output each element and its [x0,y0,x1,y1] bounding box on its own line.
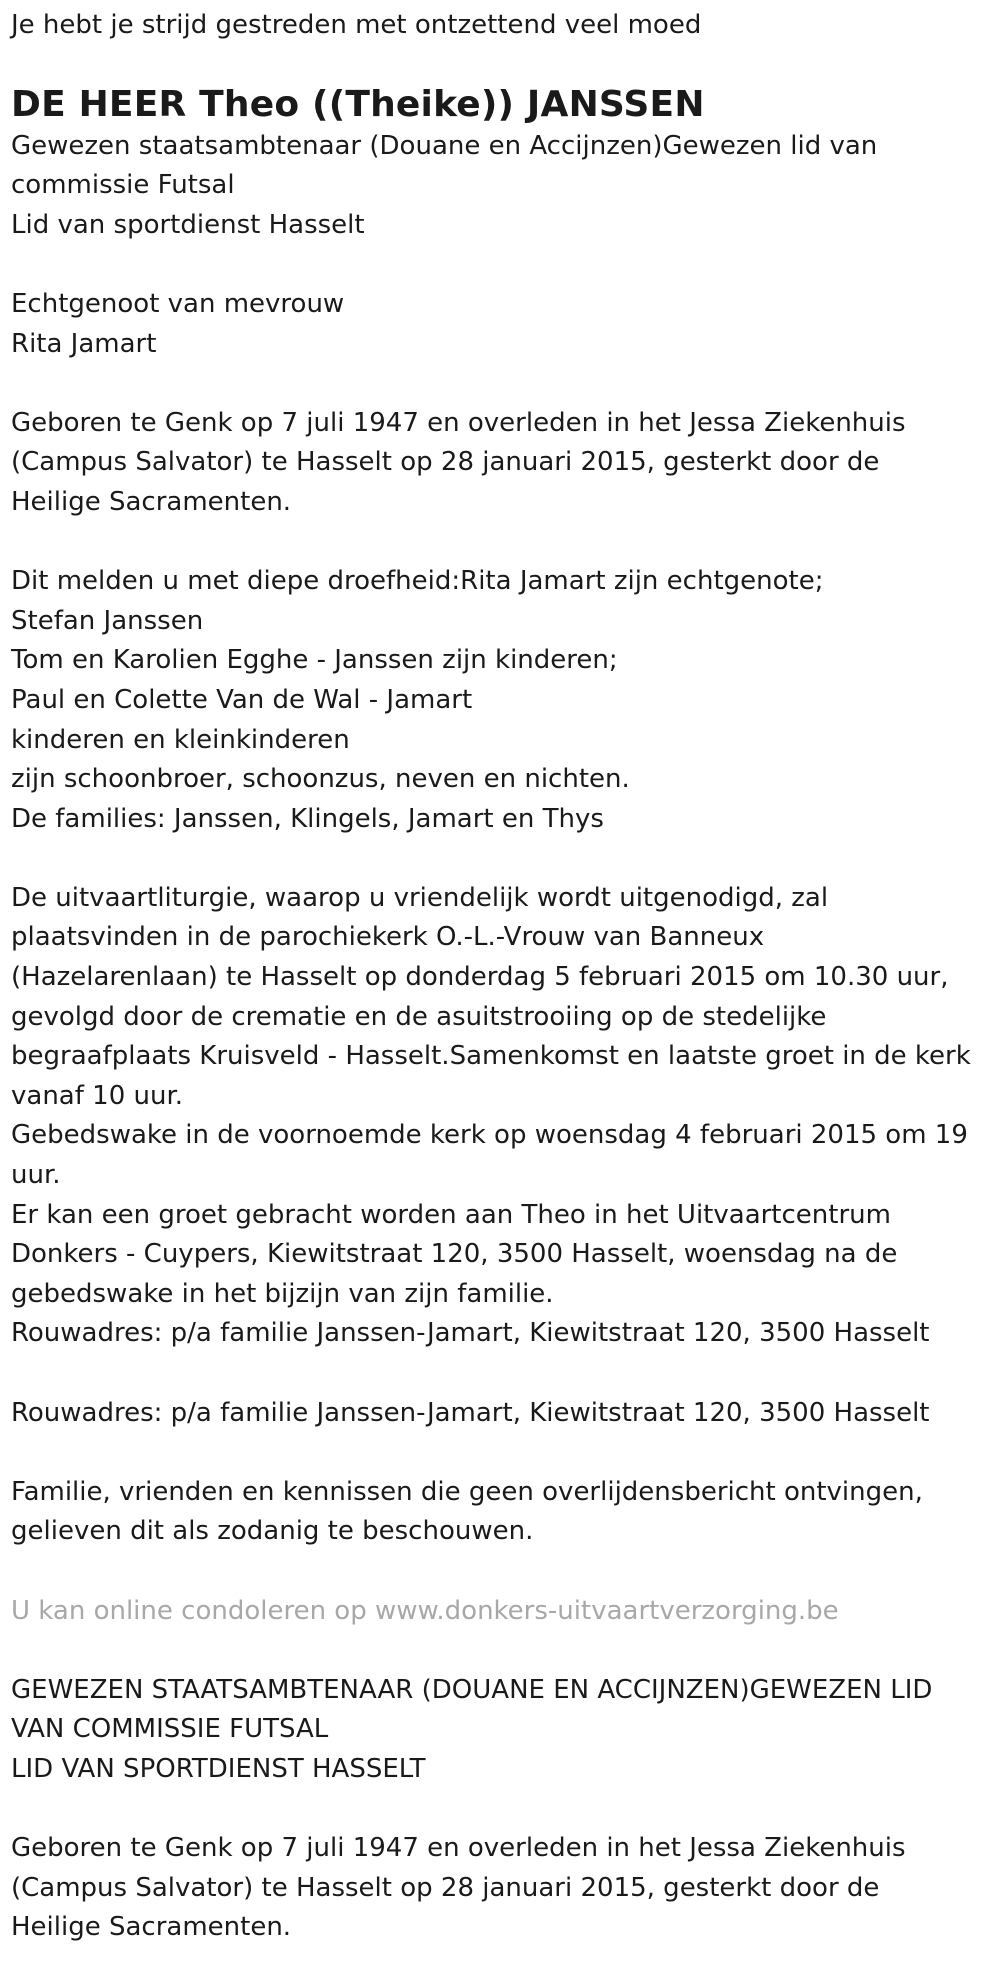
family-line: zijn schoonbroer, schoonzus, neven en nichten. [11,764,630,795]
spouse-block [11,285,980,364]
family-line: kinderen en kleinkinderen [11,724,350,755]
birth-line: Heilige Sacramenten. [11,1912,292,1943]
spacer [11,1354,980,1394]
notice-line: Familie, vrienden en kennissen die geen overlijdensbericht ontvingen, [11,1476,923,1507]
spouse-line: Rita Jamart [11,328,157,359]
intro-quote: Je hebt je strijd gestreden met ontzettend veel moed [11,10,702,40]
funeral-line: plaatsvinden in de parochiekerk O.-L.-Vrouw van Banneux [11,922,765,953]
spacer [11,523,980,563]
spacer [11,1552,980,1592]
funeral-block [11,879,980,1354]
funeral-line: gevolgd door de crematie en de asuitstrooiing op de stedelijke [11,1001,827,1032]
birth-death-block [11,404,980,523]
occupation-block [11,127,980,246]
birth-death-repeat-block [11,1829,980,1948]
occupation-caps-line: VAN COMMISSIE FUTSAL [11,1714,329,1745]
funeral-line: De uitvaartliturgie, waarop u vriendelijk wordt uitgenodigd, zal [11,882,829,913]
birth-line: (Campus Salvator) te Hasselt op 28 januari 2015, gesterkt door de [11,1872,880,1903]
deceased-name-title: DE HEER Theo ((Theike)) JANSSEN [11,83,705,125]
family-line: Dit melden u met diepe droefheid:Rita Jamart zijn echtgenote; [11,566,824,597]
occupation-caps-line: LID VAN SPORTDIENST HASSELT [11,1753,426,1784]
notice-line: gelieven dit als zodanig te beschouwen. [11,1516,534,1547]
funeral-line: begraafplaats Kruisveld - Hasselt.Samenkomst en laatste groet in de kerk [11,1041,971,1072]
spouse-line: Echtgenoot van mevrouw [11,288,345,319]
funeral-line: vanaf 10 uur. [11,1080,184,1111]
birth-line: Geboren te Genk op 7 juli 1947 en overleden in het Jessa Ziekenhuis [11,407,906,438]
spacer [11,1631,980,1671]
spacer [11,839,980,879]
funeral-line: uur. [11,1160,61,1191]
birth-line: (Campus Salvator) te Hasselt op 28 januari 2015, gesterkt door de [11,447,880,478]
funeral-line: Er kan een groet gebracht worden aan Theo in het Uitvaartcentrum [11,1199,891,1230]
funeral-line: (Hazelarenlaan) te Hasselt op donderdag 5 februari 2015 om 10.30 uur, [11,962,949,993]
family-block [11,562,980,839]
funeral-line: Gebedswake in de voornoemde kerk op woensdag 4 februari 2015 om 19 [11,1120,968,1151]
family-line: Paul en Colette Van de Wal - Jamart [11,684,473,715]
occupation-caps-block [11,1671,980,1790]
occupation-caps-line: GEWEZEN STAATSAMBTENAAR (DOUANE EN ACCIJNZEN)GEWEZEN LID [11,1674,933,1705]
funeral-line: gebedswake in het bijzijn van zijn familie. [11,1278,554,1309]
family-line: Stefan Janssen [11,605,204,636]
funeral-line: Donkers - Cuypers, Kiewitstraat 120, 3500 Hasselt, woensdag na de [11,1239,898,1270]
spacer [11,245,980,285]
notice-block [11,1473,980,1552]
online-condolence-link[interactable]: U kan online condoleren op www.donkers-uitvaartverzorging.be [11,1595,839,1626]
family-line: Tom en Karolien Egghe - Janssen zijn kinderen; [11,645,618,676]
family-line: De families: Janssen, Klingels, Jamart en Thys [11,803,604,834]
occupation-line: Gewezen staatsambtenaar (Douane en Accijnzen)Gewezen lid van [11,130,878,161]
birth-line: Heilige Sacramenten. [11,486,292,517]
birth-line: Geboren te Genk op 7 juli 1947 en overleden in het Jessa Ziekenhuis [11,1833,906,1864]
funeral-line: Rouwadres: p/a familie Janssen-Jamart, Kiewitstraat 120, 3500 Hasselt [11,1318,930,1349]
spacer [11,1433,980,1473]
mourning-address: Rouwadres: p/a familie Janssen-Jamart, Kiewitstraat 120, 3500 Hasselt [11,1397,930,1428]
occupation-line: commissie Futsal [11,170,235,201]
spacer [11,1790,980,1830]
occupation-line: Lid van sportdienst Hasselt [11,209,365,240]
spacer [11,364,980,404]
